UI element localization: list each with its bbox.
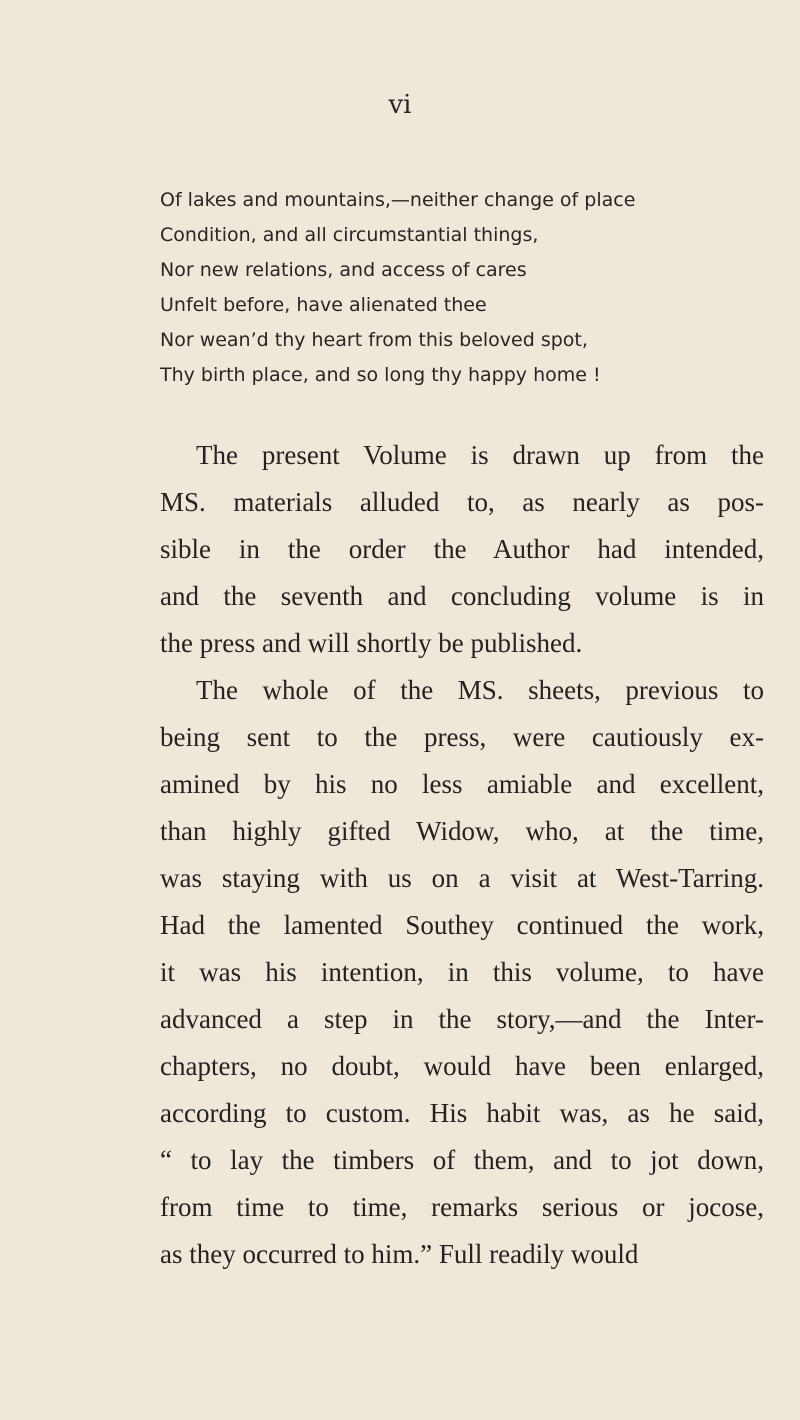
text-line: according to custom. His habit was, as he said, (160, 1098, 764, 1128)
text-line: The whole of the MS. sheets, previous to (196, 675, 764, 705)
text-line: sible in the order the Author had intended, (160, 534, 764, 564)
verse-line: Thy birth place, and so long thy happy home ! (160, 364, 601, 386)
text-line: “ to lay the timbers of them, and to jot down, (160, 1145, 764, 1175)
text-line: was staying with us on a visit at West-Tarring. (160, 863, 764, 893)
text-line: and the seventh and concluding volume is in (160, 581, 764, 611)
text-line: advanced a step in the story,—and the Inter- (160, 1004, 764, 1034)
verse-line: Of lakes and mountains,—neither change of place (160, 189, 636, 211)
page-number: vi (388, 90, 412, 120)
text-line: from time to time, remarks serious or jocose, (160, 1192, 764, 1222)
text-line: the press and will shortly be published. (160, 628, 583, 658)
verse-quotation (160, 183, 760, 393)
text-line: being sent to the press, were cautiously ex- (160, 722, 764, 752)
text-line: The present Volume is drawn up from the (196, 440, 764, 470)
text-line: MS. materials alluded to, as nearly as pos- (160, 487, 764, 517)
text-line: as they occurred to him.” Full readily would (160, 1239, 639, 1269)
text-line: it was his intention, in this volume, to have (160, 957, 764, 987)
verse-line: Condition, and all circumstantial things, (160, 224, 539, 246)
text-line: chapters, no doubt, would have been enlarged, (160, 1051, 764, 1081)
text-line: amined by his no less amiable and excellent, (160, 769, 764, 799)
text-line: than highly gifted Widow, who, at the time, (160, 816, 764, 846)
body-text (160, 432, 764, 1278)
text-line: Had the lamented Southey continued the work, (160, 910, 764, 940)
verse-line: Nor new relations, and access of cares (160, 259, 527, 281)
verse-line: Unfelt before, have alienated thee (160, 294, 487, 316)
verse-line: Nor wean’d thy heart from this beloved spot, (160, 329, 588, 351)
